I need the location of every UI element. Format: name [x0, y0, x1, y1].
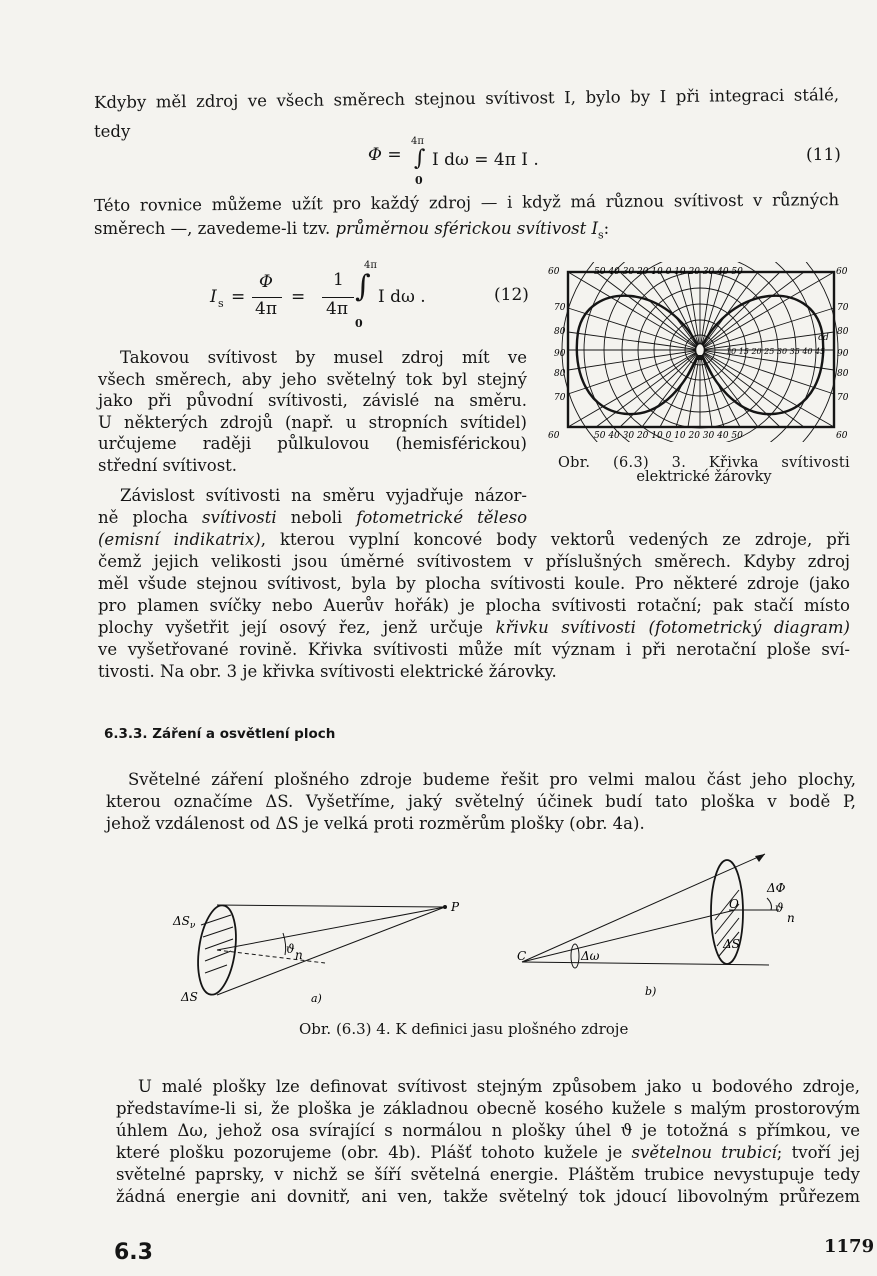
integral-lower-limit: 0 — [415, 174, 423, 187]
label-dphi: ΔΦ — [767, 881, 786, 895]
integral-upper-limit: 4π — [364, 260, 377, 271]
paragraph-line: Závislost svítivosti na směru vyjadřuje názor- — [120, 486, 527, 505]
label-dsv: $\Delta S_\nu$ — [173, 914, 196, 931]
scale-label: 90 — [554, 349, 566, 359]
paragraph-line: všech směrech, aby jeho světelný tok byl stejný — [98, 369, 527, 389]
label-n: n — [787, 911, 795, 925]
paragraph-line: čemž jejich velikosti jsou úměrné svítivostem v příslušných směrech. Kdyby zdroj — [98, 552, 850, 571]
paragraph-line: (emisní indikatrix), kterou vyplní koncové body vektorů vedených ze zdroje, při — [98, 530, 851, 549]
paragraph-line: jako při původní svítivosti, závislé na směru. — [98, 391, 527, 411]
paragraph-line: Kdyby měl zdroj ve všech směrech stejnou svítivost I, bylo by I při integraci stálé, — [94, 85, 840, 112]
paragraph-line: směrech —, zavedeme-li tzv. průměrnou sférickou svítivost $I_s$: — [94, 219, 610, 242]
scale-label: 70 — [837, 303, 849, 313]
equation-number: (12) — [494, 285, 529, 305]
scale-label: 90 — [837, 349, 849, 359]
fraction-bar — [322, 297, 354, 298]
fraction-bar — [252, 297, 282, 298]
scale-label: 70 — [837, 393, 849, 403]
paragraph-line: tedy — [94, 122, 131, 141]
scale-label: 80 — [837, 327, 849, 337]
scale-label: 70 — [554, 393, 566, 403]
radial-scale: 10 15 20 25 30 35 40 45 — [726, 347, 826, 356]
figure-3-caption: Obr. (6.3) 3. Křivka svítivosti elektrické žárovky — [558, 455, 850, 485]
scale-label: 70 — [554, 303, 566, 313]
paragraph-line: určujeme raději půlkulovou (hemisférickou) — [98, 434, 527, 454]
paragraph-line: U některých zdrojů (např. u stropních svítidel) — [98, 412, 527, 432]
scale-label: 80 — [554, 369, 566, 379]
paragraph-line: Světelné záření plošného zdroje budeme řešit pro velmi malou část jeho plochy, — [128, 770, 856, 789]
paragraph-line: jehož vzdálenost od ΔS je velká proti rozměrům plošky (obr. 4a). — [106, 814, 645, 833]
paragraph-line: pro plamen svíčky nebo Auerův hořák) je plocha svítivosti rotační; pak stačí místo — [98, 596, 850, 615]
axis-line — [522, 910, 735, 962]
emphasis-term: světelnou trubicí — [631, 1143, 777, 1162]
angle-arc — [767, 898, 772, 910]
label-p: P — [451, 900, 460, 914]
equation-11: Φ = — [368, 145, 402, 165]
solid-angle-section — [571, 944, 579, 968]
emphasis-term: křivku svítivosti (fotometrický diagram) — [495, 618, 850, 637]
paragraph-line: tivosti. Na obr. 3 je křivka svítivosti elektrické žárovky. — [98, 662, 557, 681]
scale-label: 60 — [548, 431, 560, 441]
figure-4-caption: Obr. (6.3) 4. K definici jasu plošného zdroje — [299, 1020, 629, 1038]
label-theta: ϑ — [286, 942, 295, 956]
scale-label: 80 — [554, 327, 566, 337]
emphasis-term: průměrnou sférickou svítivost I — [335, 219, 598, 238]
paragraph-line: představíme-li si, že ploška je základnou obecně kosého kužele s malým prostorovým — [116, 1099, 860, 1118]
label-dw: Δω — [581, 949, 600, 963]
equation-number: (11) — [806, 145, 841, 165]
page-number: 1179 — [824, 1236, 875, 1257]
paragraph-line: úhlem Δω, jehož osa svírající s normálou n plošky úhel ϑ je totožná s přímkou, ve — [116, 1121, 860, 1140]
point-p — [443, 905, 447, 909]
integral-upper-limit: 4π — [411, 136, 424, 147]
label-n: n — [295, 948, 303, 962]
equation-body: I dω = 4π I . — [432, 150, 539, 170]
scale-ticks: 50 40 30 20 10 0 10 20 30 40 50 — [594, 267, 743, 277]
emphasis-term: (emisní indikatrix) — [98, 530, 261, 549]
ray-line — [217, 907, 445, 995]
paragraph-average — [98, 347, 527, 477]
scale-label: 80 — [837, 369, 849, 379]
figure-3-luminous-curve — [548, 262, 854, 442]
paragraph-line: žádná energie ani dovnitř, ani ven, takže světelný tok jdoucí libovolným průřezem — [116, 1187, 860, 1206]
figure-4a — [165, 885, 465, 1015]
paragraph-spherical: Této rovnice můžeme užít pro každý zdroj — i když má různou svítivost v různých — [94, 190, 840, 215]
scale-label: 60 — [836, 267, 848, 277]
label-theta: ϑ — [775, 901, 784, 915]
ray-line — [217, 905, 445, 907]
paragraph-line: střední svítivost. — [98, 455, 238, 475]
emphasis-term: svítivosti — [202, 508, 277, 527]
scale-ticks: 50 40 30 20 10 0 10 20 30 40 50 — [594, 431, 743, 441]
paragraph-line: ve vyšetřované rovině. Křivka svítivosti může mít význam i při nerotační ploše sví- — [98, 640, 850, 659]
section-heading: 6.3.3. Záření a osvětlení ploch — [104, 726, 336, 742]
label-o: O — [729, 897, 739, 911]
arrow-head — [755, 854, 765, 862]
paragraph-line: ně plocha svítivosti neboli fotometrické těleso — [98, 508, 528, 527]
paragraph-line: Takovou svítivost by musel zdroj mít ve — [120, 348, 527, 367]
paragraph-line: které plošku pozorujeme (obr. 4b). Plášť tohoto kužele je světelnou trubicí; tvoří jej — [116, 1143, 860, 1162]
figure-4b — [517, 850, 807, 1005]
paragraph-line: U malé plošky lze definovat svítivost stejným způsobem jako u bodového zdroje, — [138, 1077, 860, 1096]
scale-label: 60 — [548, 267, 560, 277]
label-b: b) — [645, 985, 657, 998]
paragraph-intro — [94, 84, 839, 113]
scale-label: 60 — [836, 431, 848, 441]
unit-label: cd — [818, 333, 829, 343]
integral-sign: ∫ — [355, 269, 371, 304]
paragraph-line: světelné paprsky, v nichž se šíří světelná energie. Pláštěm trubice nevystupuje tedy — [116, 1165, 860, 1184]
integral-lower-limit: 0 — [355, 317, 363, 330]
label-c: C — [517, 949, 527, 963]
label-ds: ΔS — [181, 990, 198, 1004]
paragraph-line: měl všude stejnou svítivost, byla by plocha svítivosti koule. Pro některé zdroje (jako — [98, 574, 850, 593]
paragraph-line: kterou označíme ΔS. Vyšetříme, jaký světelný účinek budí tato ploška v bodě P, — [106, 792, 856, 811]
paragraph-line: plochy vyšetřit její osový řez, jenž určuje křivku svítivosti (fotometrický diagram) — [98, 618, 850, 637]
label-ds: ΔS — [723, 937, 740, 951]
emphasis-term: fotometrické těleso — [356, 508, 528, 527]
ray-line — [217, 907, 445, 950]
integral-sign: ∫ — [414, 146, 426, 171]
label-a: a) — [311, 992, 322, 1005]
footer-section-number: 6.3 — [114, 1240, 153, 1265]
